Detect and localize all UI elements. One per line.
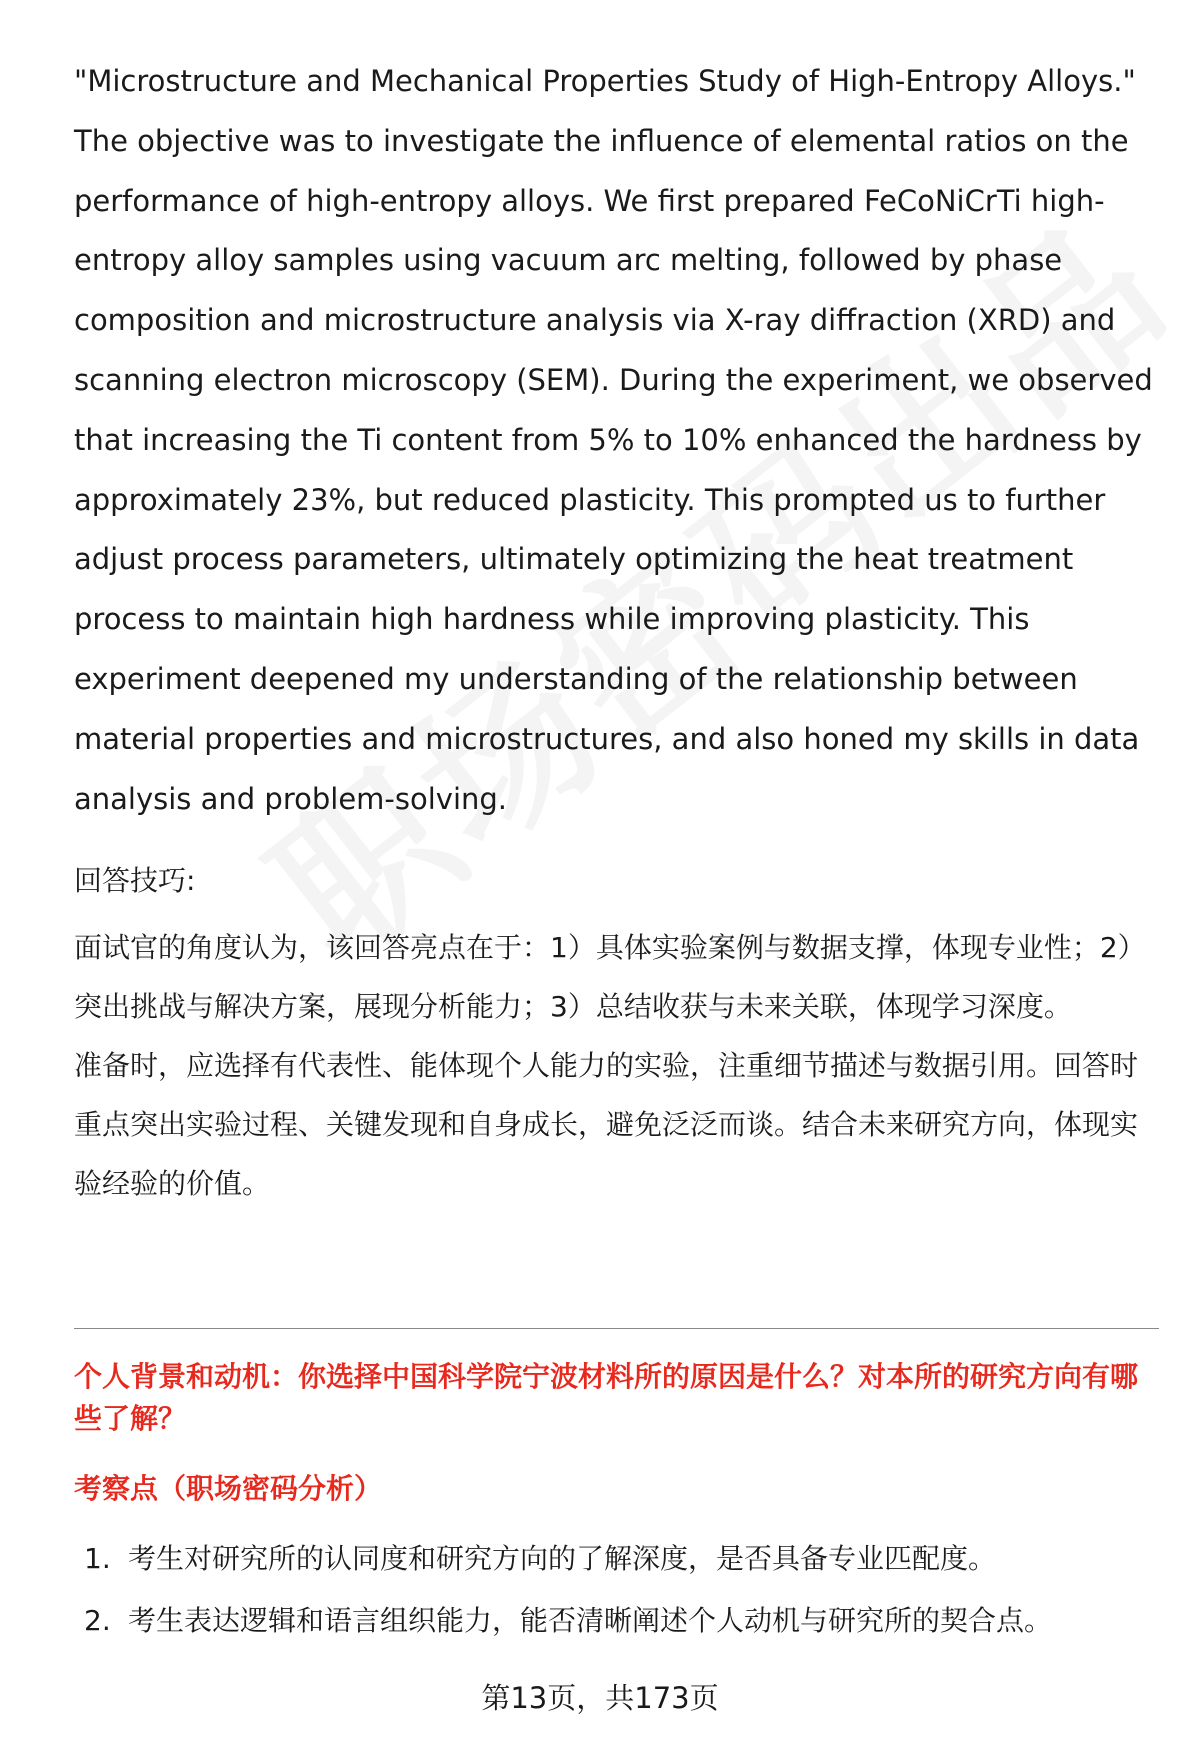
list-item-text: 考生对研究所的认同度和研究方向的了解深度，是否具备专业匹配度。 xyxy=(128,1542,997,1575)
analysis-list xyxy=(74,1540,1164,1664)
page-number: 第13页，共173页 xyxy=(481,1681,719,1715)
list-item xyxy=(74,1602,1164,1664)
tips-paragraph-2: 准备时，应选择有代表性、能体现个人能力的实验，注重细节描述与数据引用。回答时重点突出实验过程、关键发现和自身成长，避免泛泛而谈。结合未来研究方向，体现实验经验的价值。 xyxy=(74,1049,1139,1200)
section-divider xyxy=(74,1328,1159,1329)
list-item xyxy=(74,1540,1164,1602)
question-heading: 个人背景和动机：你选择中国科学院宁波材料所的原因是什么？对本所的研究方向有哪些了解？ xyxy=(74,1360,1139,1435)
tips-body xyxy=(74,918,1164,1213)
tips-label: 回答技巧: xyxy=(74,864,196,897)
list-item-text: 考生表达逻辑和语言组织能力，能否清晰阐述个人动机与研究所的契合点。 xyxy=(128,1604,1053,1637)
list-item-number: 2. xyxy=(84,1604,111,1637)
tips-paragraph-1: 面试官的角度认为，该回答亮点在于：1）具体实验案例与数据支撑，体现专业性；2）突出挑战与解决方案，展现分析能力；3）总结收获与未来关联，体现学习深度。 xyxy=(74,931,1146,1023)
answer-paragraph: "Microstructure and Mechanical Properties Study of High-Entropy Alloys." The objective was to investigate the influence of elemental ratios on the performance of high-entropy alloys. We first prepared FeCoNiCrTi high-entropy alloy samples using vacuum arc melting, followed by phase composition and microstructure analysis via X-ray diffraction (XRD) and scanning electron microscopy (SEM). During the experiment, we observed that increasing the Ti content from 5% to 10% enhanced the hardness by approximately 23%, but reduced plasticity. This prompted us to further adjust process parameters, ultimately optimizing the heat treatment process to maintain high hardness while improving plasticity. This experiment deepened my understanding of the relationship between material properties and microstructures, and also honed my skills in data analysis and problem-solving. xyxy=(74,64,1153,816)
list-item-number: 1. xyxy=(84,1542,111,1575)
analysis-heading: 考察点（职场密码分析） xyxy=(74,1472,383,1505)
